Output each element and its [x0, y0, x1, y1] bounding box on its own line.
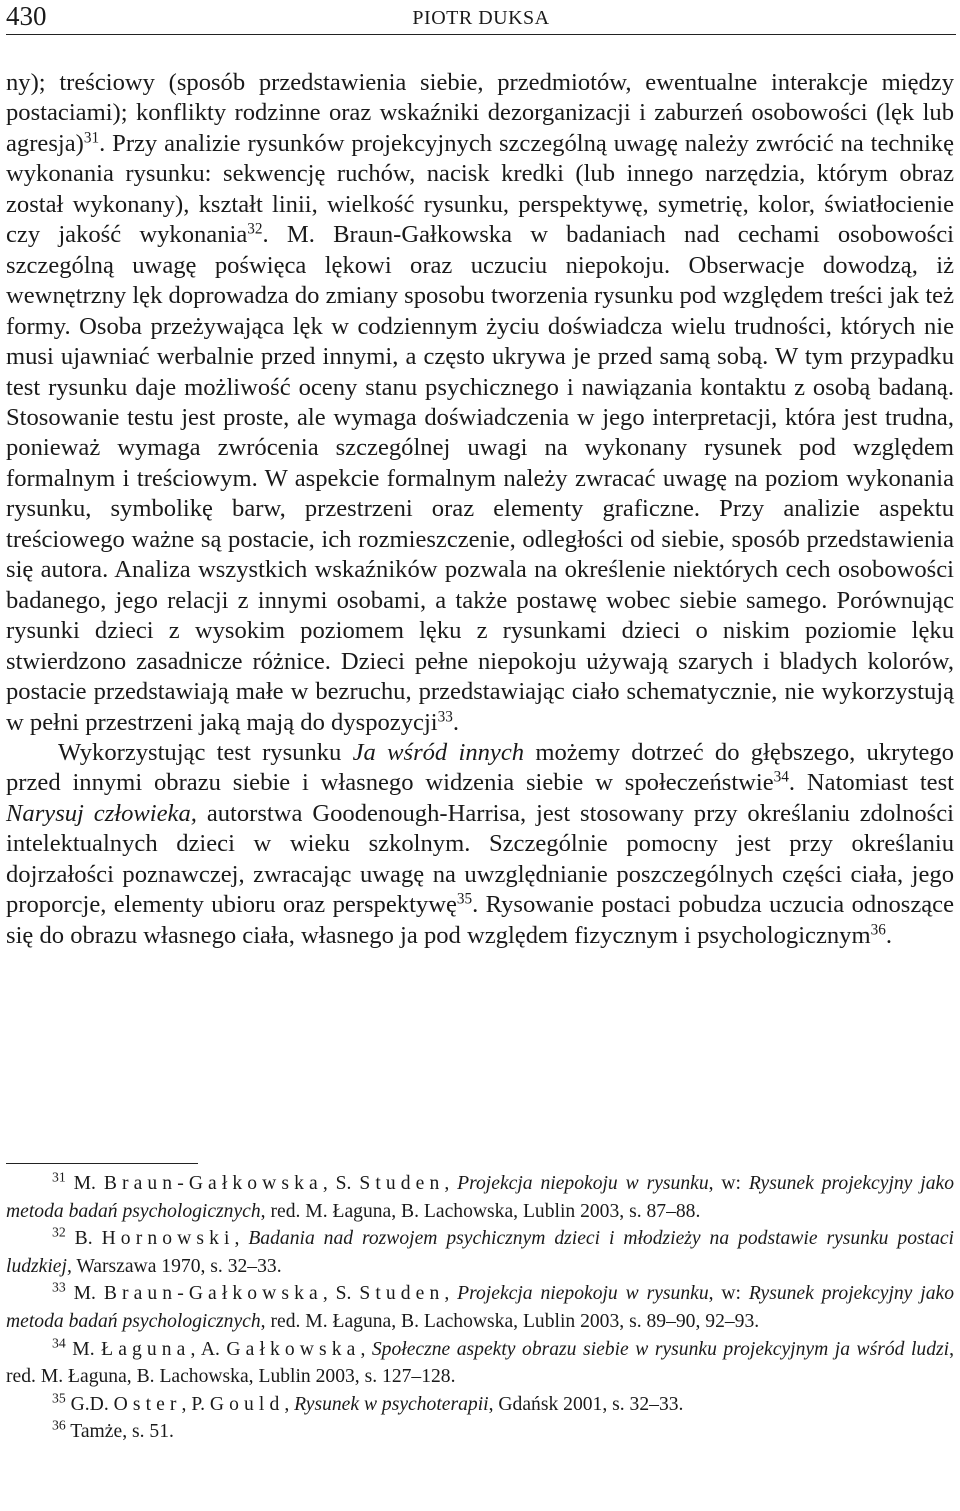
separator: , — [444, 1283, 458, 1305]
work-title: Projekcja niepokoju w rysunku — [457, 1173, 709, 1194]
paragraph-text: Wykorzystując test rysunku — [58, 738, 353, 766]
author-initial: G.D. — [70, 1393, 114, 1415]
citation-details: , red. M. Łaguna, B. Lachowska, Lublin 2003, s. 89–90, 92–93. — [260, 1310, 760, 1332]
footnote-number-text: 32 — [52, 1224, 66, 1240]
paragraph-2 — [6, 738, 954, 951]
separator: , — [284, 1393, 295, 1415]
footnote-number — [6, 1417, 66, 1442]
author-initial: B. — [74, 1228, 102, 1250]
footnote-number-text: 31 — [52, 1169, 66, 1185]
paragraph-text: możemy dotrzeć do głębszego, ukrytego przed innymi obrazu siebie i własnego widzenia siebie w społeczeństwie — [6, 738, 954, 797]
author-name: Studen — [359, 1173, 445, 1194]
footnote-number — [6, 1390, 66, 1415]
page-header — [6, 0, 956, 35]
author-name: Braun-Gałkowska — [103, 1283, 323, 1305]
paragraph-text: . — [452, 708, 460, 736]
paragraph-text: ny); treściowy (sposób przedstawienia siebie, przedmiotów, ewentualne interakcje między postaciami); konflikty rodzinne oraz wskaźniki dezorganizacji i zaburzeń osobowości (lęk lub agresja) — [6, 69, 954, 157]
separator: , A. — [190, 1338, 227, 1360]
work-title: Projekcja niepokoju w rysunku — [457, 1283, 709, 1305]
footnote-ref[interactable]: 33 — [437, 708, 453, 726]
footnote-number — [6, 1335, 66, 1360]
footnote-number-text: 34 — [52, 1335, 66, 1351]
book-title: Rysunek projekcyjny jako metoda badań psychologicznych — [6, 1173, 954, 1222]
author-name: Oster — [113, 1393, 182, 1415]
footnote-ref[interactable]: 34 — [773, 769, 789, 787]
footnote-ref[interactable]: 36 — [870, 921, 886, 939]
footnote-number-text: 36 — [52, 1417, 66, 1433]
footnote-number — [6, 1279, 66, 1304]
footnote-number — [6, 1169, 66, 1194]
paragraph-text: . M. Braun-Gałkowska w badaniach nad cechami osobowości szczególną uwagę poświęca lękowi oraz uczuciu niepokoju. Obserwacje dowodzą, iż wewnętrzny lęk doprowadza do zmiany sposobu tworzenia rysunku pod względem treści jak też formy. Osoba przeżywająca lęk w codziennym życiu doświadcza wielu trudności, których nie musi ujawniać werbalnie przed innymi, a często ukrywa je przed samą sobą. W tym przypadku test rysunku daje możliwość oceny stanu psychicznego i nawiązania kontaktu z osobą badaną. Stosowanie testu jest proste, ale wymaga doświadczenia w jego interpretacji, która jest trudna, ponieważ wymaga zwrócenia szczególnej uwagi na wykonany rysunek pod względem formalnym i treściowym. W aspekcie formalnym należy zwracać uwagę na poziom wykonania rysunku, symbolikę barw, przestrzeni oraz elementy graficzne. Przy analizie aspektu treściowego ważne są postacie, ich rozmieszczenie, odległości od siebie, sposób przedstawienia się autora. Analiza wszystkich wskaźników pozwala na określenie niektórych cech osobowości badanego, jego relacji z innymi osobami, a także postawę wobec siebie samego. Porównując rysunki dzieci z wysokim poziomem lęku z rysunkami dzieci o niskim poziomie lęku stwierdzono zasadnicze różnice. Dzieci pełne niepokoju używają szarych i bladych kolorów, postacie przedstawiają małe w bezruchu, przedstawiając ciało schematycznie, nie wykorzystują w pełni przestrzeni jaką mają do dyspozycji — [6, 221, 954, 736]
citation-details: , red. M. Łaguna, B. Lachowska, Lublin 2003, s. 87–88. — [260, 1200, 701, 1222]
footnotes-section — [6, 1170, 954, 1446]
separator: , w: — [708, 1283, 749, 1305]
author-name: Łaguna — [101, 1338, 191, 1360]
paragraph-text: autorstwa Goodenough-Harrisa, jest stosowany przy określaniu zdolności intelektualnych dzieci w wieku szkolnym. Szczególnie pomocny jest przy określaniu dojrzałości poznawczej, zwracając uwagę na uwzględnianie poszczególnych części ciała, jego proporcje, elementy ubioru oraz perspektywę — [6, 799, 954, 919]
footnote-ref[interactable]: 32 — [247, 220, 263, 238]
test-title-italic: Ja wśród innych — [352, 738, 525, 766]
footnote-31 — [6, 1170, 954, 1225]
paragraph-text: . Natomiast test — [788, 769, 955, 797]
footnote-number-text: 35 — [52, 1390, 66, 1406]
page-number: 430 — [6, 1, 47, 31]
footnote-34 — [6, 1336, 954, 1391]
separator: , P. — [181, 1393, 210, 1415]
book-title: Rysunek projekcyjny jako metoda badań psychologicznych — [6, 1283, 954, 1332]
main-text — [6, 68, 954, 951]
footnote-ref[interactable]: 31 — [83, 129, 100, 147]
citation-details: , Gdańsk 2001, s. 32–33. — [488, 1393, 684, 1415]
running-title: PIOTR DUKSA — [412, 7, 550, 29]
author-name: Studen — [359, 1283, 445, 1305]
paragraph-text: . — [885, 921, 893, 949]
paragraph-text: . Przy analizie rysunków projekcyjnych szczególną uwagę należy zwrócić na technikę wykonania rysunku: sekwencję ruchów, nacisk kredki (lub innego narzędzia, którym obraz został wykonany), kształt linii, wielkość rysunku, perspektywę, symetrię, kolor, światłocienie czy jakość wykonania — [6, 129, 954, 249]
footnote-ref[interactable]: 35 — [456, 890, 473, 908]
footnote-35 — [6, 1391, 954, 1419]
footnote-33 — [6, 1280, 954, 1335]
separator: , w: — [708, 1173, 749, 1194]
footnote-number — [6, 1224, 66, 1249]
separator: , — [234, 1228, 249, 1250]
separator: , S. — [322, 1173, 360, 1194]
author-name: Braun-Gałkowska — [103, 1173, 323, 1194]
separator: , — [444, 1173, 458, 1194]
citation-details: Tamże, s. 51. — [70, 1421, 174, 1443]
work-title: Rysunek w psychoterapii — [294, 1393, 489, 1415]
citation-details: Warszawa 1970, s. 32–33. — [71, 1255, 282, 1277]
separator: , — [360, 1338, 372, 1360]
work-title: Badania nad rozwojem psychicznym dzieci i młodzieży na podstawie rysunku postaci ludzkiej, — [6, 1228, 955, 1277]
paragraph-1 — [6, 68, 954, 738]
footnote-number-text: 33 — [52, 1279, 66, 1295]
separator: , S. — [322, 1283, 360, 1305]
work-title: Społeczne aspekty obrazu siebie w rysunku projekcyjnym ja wśród ludzi — [371, 1338, 950, 1360]
author-initial: M. — [73, 1173, 104, 1194]
footnote-36 — [6, 1418, 954, 1446]
test-title-italic: Narysuj człowieka, — [6, 799, 197, 827]
paragraph-text: . Rysowanie postaci pobudza uczucia odnoszące się do obrazu własnego ciała, własnego ja pod względem fizycznym i psychologicznym — [6, 891, 954, 949]
author-name: Gould — [209, 1393, 285, 1415]
footnote-32 — [6, 1225, 954, 1280]
footnote-separator — [6, 1163, 198, 1164]
author-initial: M. — [73, 1283, 104, 1305]
citation-details: , red. M. Łaguna, B. Lachowska, Lublin 2003, s. 127–128. — [6, 1338, 954, 1388]
author-name: Hornowski — [101, 1228, 235, 1250]
author-initial: M. — [72, 1338, 102, 1360]
author-name: Gałkowska — [226, 1338, 361, 1360]
